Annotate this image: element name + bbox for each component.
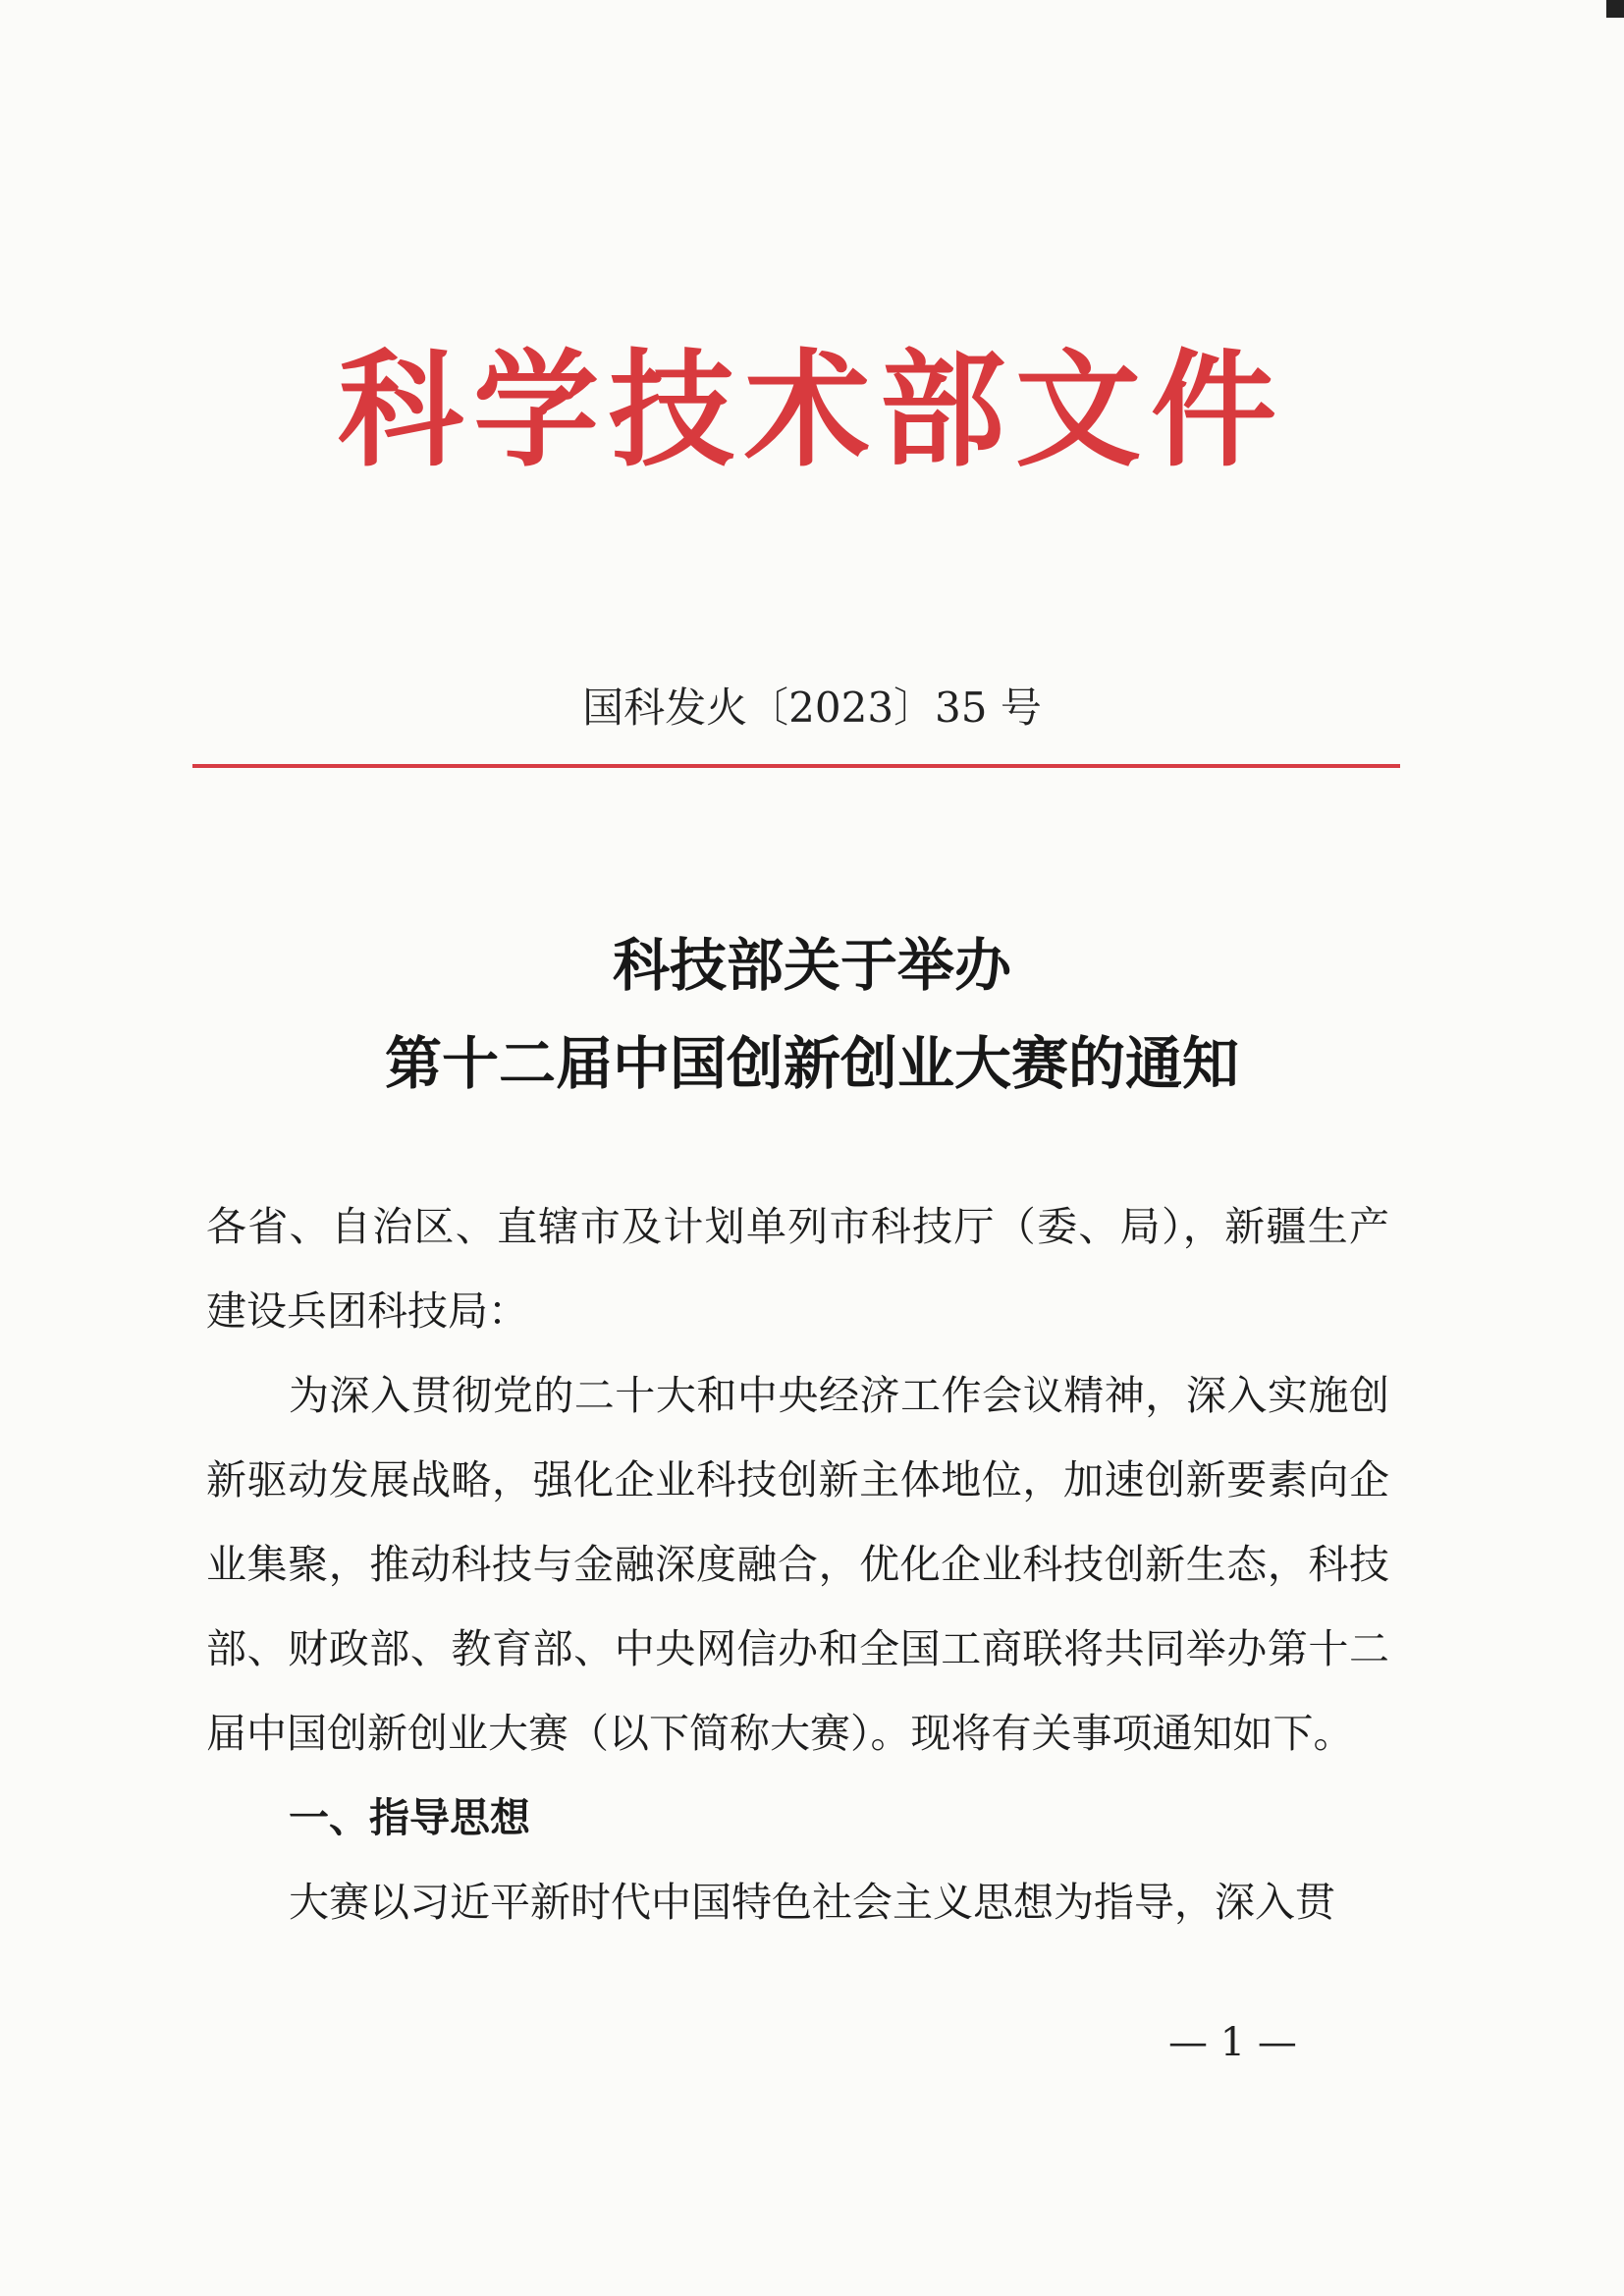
red-divider-line: [192, 764, 1400, 768]
document-title-line-2: 第十二届中国创新创业大赛的通知: [384, 1030, 1239, 1097]
document-number: 国科发火〔2023〕35 号: [582, 683, 1042, 732]
addressee: 各省、自治区、直辖市及计划单列市科技厅（委、局），新疆生产建设兵团科技局：: [206, 1203, 1389, 1335]
document-masthead: 科学技术部文件: [337, 338, 1286, 484]
scan-corner-mark: [1606, 0, 1624, 18]
section-heading-guiding-thought: 一、指导思想: [289, 1794, 530, 1841]
section-1-paragraph: 大赛以习近平新时代中国特色社会主义思想为指导，深入贯: [289, 1879, 1335, 1926]
body-paragraph-1: 为深入贯彻党的二十大和中央经济工作会议精神，深入实施创新驱动发展战略，强化企业科技创新主体地位，加速创新要素向企业集聚，推动科技与金融深度融合，优化企业科技创新生态，科技部、财政部、教育部、中央网信办和全国工商联将共同举办第十二届中国创新创业大赛（以下简称大赛）。现将有关事项通知如下。: [206, 1372, 1389, 1757]
document-body: [206, 1184, 1389, 1944]
page-number: — 1 —: [1168, 2020, 1297, 2065]
document-title-line-1: 科技部关于举办: [612, 932, 1011, 999]
